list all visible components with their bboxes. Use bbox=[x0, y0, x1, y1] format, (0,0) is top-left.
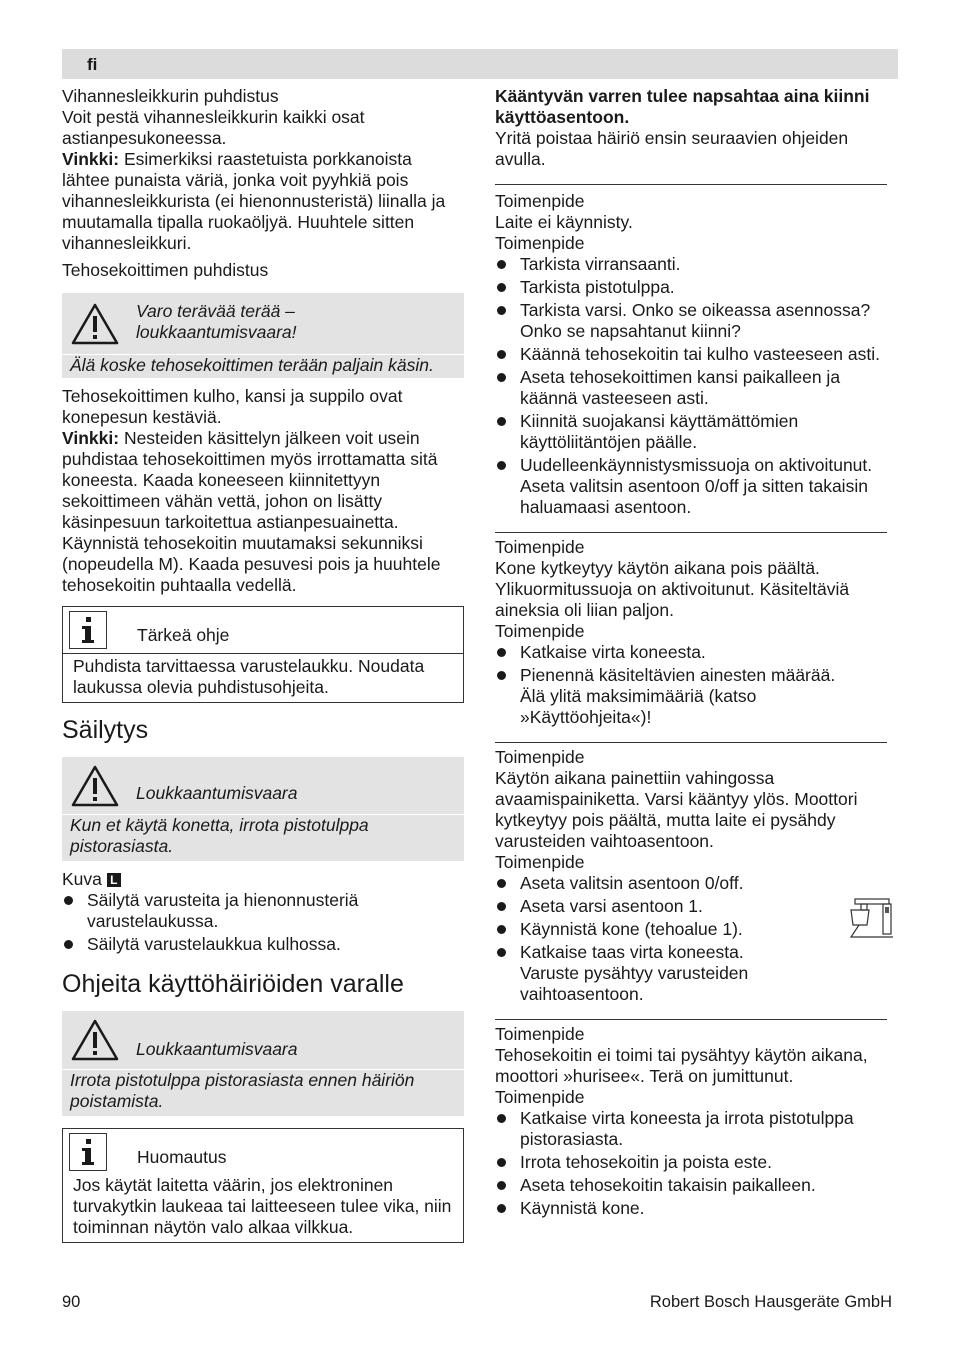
paragraph: Voit pestä vihannesleikkurin kaikki osat astianpesukoneessa. bbox=[62, 107, 365, 148]
block-problem: Laite ei käynnisty. bbox=[495, 212, 633, 232]
block-problem: Tehosekoitin ei toimi tai pysähtyy käytön aikana, moottori »hurisee«. Terä on jumittunut. bbox=[495, 1045, 868, 1086]
list-item: Aseta tehosekoittimen kansi paikalleen ja käännä vasteeseen asti. bbox=[495, 367, 895, 409]
right-column bbox=[495, 86, 895, 1219]
trouble-block-1 bbox=[495, 191, 895, 518]
action-list bbox=[495, 254, 895, 518]
block-problem: Kone kytkeytyy käytön aikana pois päältä. Ylikuormitussuoja on aktivoitunut. Käsiteltäviä aineksia oli liian paljon. bbox=[495, 558, 850, 620]
warning-body: Kun et käytä konetta, irrota pistotulppa pistorasiasta. bbox=[70, 815, 369, 856]
warning-title: Varo terävää terää – loukkaantumisvaara! bbox=[136, 301, 297, 342]
warning-icon bbox=[70, 302, 120, 346]
block-heading: Toimenpide bbox=[495, 747, 585, 767]
heading-storage: Säilytys bbox=[62, 716, 149, 744]
warning-box-storage bbox=[62, 757, 464, 861]
list-item: Pienennä käsiteltävien ainesten määrää. Älä ylitä maksimimääriä (katso »Käyttöohjeita«)! bbox=[495, 665, 860, 728]
language-code: fi bbox=[87, 55, 98, 74]
tip-text: Nesteiden käsittelyn jälkeen voit usein puhdistaa tehosekoittimen myös irrottamatta sitä koneesta. Kaada koneeseen kiinnitettyyn sekoittimeen vähän vettä, johon on lisätty käsinpesuun tarkoitettua astianpesuainetta. Käynnistä tehosekoitin muutamaksi sekunniksi (nopeudella M). Kaada pesuvesi pois ja huuhtele tehosekoitin puhtaalla vedellä. bbox=[62, 428, 441, 595]
list-item: Säilytä varustelaukkua kulhossa. bbox=[62, 934, 464, 955]
intro-text: Yritä poistaa häiriö ensin seuraavien ohjeiden avulla. bbox=[495, 128, 849, 169]
warning-body: Älä koske tehosekoittimen terään paljain käsin. bbox=[70, 355, 434, 375]
list-item: Katkaise taas virta koneesta. Varuste pysähtyy varusteiden vaihtoasentoon. bbox=[495, 942, 790, 1005]
warning-title: Loukkaantumisvaara bbox=[136, 1039, 298, 1059]
list-item: Irrota tehosekoitin ja poista este. bbox=[495, 1152, 895, 1173]
list-item: Aseta tehosekoitin takaisin paikalleen. bbox=[495, 1175, 895, 1196]
note-box-notice bbox=[62, 1128, 464, 1243]
warning-icon bbox=[70, 764, 120, 808]
list-item: Uudelleenkäynnistysmissuoja on aktivoitunut. Aseta valitsin asentoon 0/off ja sitten takaisin haluamaasi asentoon. bbox=[495, 455, 895, 518]
machine-arm-icon bbox=[847, 897, 897, 943]
block-heading: Toimenpide bbox=[495, 852, 585, 872]
trouble-block-2 bbox=[495, 537, 895, 728]
paragraph: Tehosekoittimen kulho, kansi ja suppilo ovat konepesun kestäviä. bbox=[62, 386, 403, 427]
info-icon bbox=[69, 611, 107, 649]
list-item: Aseta valitsin asentoon 0/off. bbox=[495, 873, 895, 894]
block-heading: Toimenpide bbox=[495, 537, 585, 557]
language-bar bbox=[62, 49, 898, 79]
note-title: Huomautus bbox=[137, 1147, 227, 1167]
warning-body: Irrota pistotulppa pistorasiasta ennen häiriön poistamista. bbox=[70, 1070, 415, 1111]
block-problem: Käytön aikana painettiin vahingossa avaamispainiketta. Varsi kääntyy ylös. Moottori kytkeytyy pois päältä, mutta laite ei pysähdy varusteiden vaihtoasentoon. bbox=[495, 768, 858, 851]
section-title-vegetable-cutter: Vihannesleikkurin puhdistus bbox=[62, 86, 279, 106]
storage-list bbox=[62, 890, 464, 955]
list-item: Katkaise virta koneesta. bbox=[495, 642, 895, 663]
list-item: Tarkista pistotulppa. bbox=[495, 277, 895, 298]
note-title: Tärkeä ohje bbox=[137, 625, 230, 645]
block-heading: Toimenpide bbox=[495, 233, 585, 253]
warning-icon bbox=[70, 1018, 120, 1062]
tip-label: Vinkki: bbox=[62, 149, 120, 169]
list-item: Kiinnitä suojakansi käyttämättömien käyttöliitäntöjen päälle. bbox=[495, 411, 895, 453]
list-item: Tarkista varsi. Onko se oikeassa asennossa? Onko se napsahtanut kiinni? bbox=[495, 300, 895, 342]
note-body: Puhdista tarvittaessa varustelaukku. Noudata laukussa olevia puhdistusohjeita. bbox=[73, 656, 425, 697]
list-item: Käynnistä kone (tehoalue 1). bbox=[495, 919, 895, 940]
trouble-block-4 bbox=[495, 1024, 895, 1219]
figure-glyph: L bbox=[107, 873, 121, 887]
footer-company: Robert Bosch Hausgeräte GmbH bbox=[649, 1293, 892, 1311]
warning-box-trouble bbox=[62, 1011, 464, 1116]
tip-text: Esimerkiksi raastetuista porkkanoista lähtee punaista väriä, jonka voit pyyhkiä pois vihannesleikkurista (ei hienonnusteristä) liinalla ja muutamalla tipalla ruokaöljyä. Huuhtele sitten vihannesleikkuri. bbox=[62, 149, 446, 253]
block-heading: Toimenpide bbox=[495, 1024, 585, 1044]
action-list bbox=[495, 873, 895, 1005]
block-heading: Toimenpide bbox=[495, 1087, 585, 1107]
list-item: Katkaise virta koneesta ja irrota pistotulppa pistorasiasta. bbox=[495, 1108, 895, 1150]
info-icon bbox=[69, 1133, 107, 1171]
page-number: 90 bbox=[62, 1293, 81, 1311]
figure-label: Kuva bbox=[62, 869, 102, 889]
figure-reference bbox=[62, 869, 464, 890]
warning-title: Loukkaantumisvaara bbox=[136, 783, 298, 803]
action-list bbox=[495, 1108, 895, 1219]
trouble-block-3 bbox=[495, 747, 895, 1005]
warning-box-blade bbox=[62, 293, 464, 378]
block-heading: Toimenpide bbox=[495, 621, 585, 641]
tip-paragraph bbox=[62, 149, 464, 254]
note-body: Jos käytät laitetta väärin, jos elektroninen turvakytkin laukeaa tai laitteeseen tulee vika, niin toiminnan näytön valo alkaa vilkkua. bbox=[73, 1175, 452, 1237]
section-title-blender: Tehosekoittimen puhdistus bbox=[62, 260, 269, 280]
left-column bbox=[62, 86, 464, 1243]
note-box-important bbox=[62, 606, 464, 703]
list-item: Säilytä varusteita ja hienonnusteriä varustelaukussa. bbox=[62, 890, 464, 932]
tip-paragraph bbox=[62, 428, 464, 596]
list-item: Tarkista virransaanti. bbox=[495, 254, 895, 275]
list-item: Käännä tehosekoitin tai kulho vasteeseen asti. bbox=[495, 344, 895, 365]
block-heading: Toimenpide bbox=[495, 191, 585, 211]
tip-label: Vinkki: bbox=[62, 428, 120, 448]
heading-troubleshooting: Ohjeita käyttöhäiriöiden varalle bbox=[62, 970, 404, 998]
intro-bold: Kääntyvän varren tulee napsahtaa aina kiinni käyttöasentoon. bbox=[495, 86, 870, 127]
list-item: Aseta varsi asentoon 1. bbox=[495, 896, 895, 917]
action-list bbox=[495, 642, 895, 728]
list-item: Käynnistä kone. bbox=[495, 1198, 895, 1219]
